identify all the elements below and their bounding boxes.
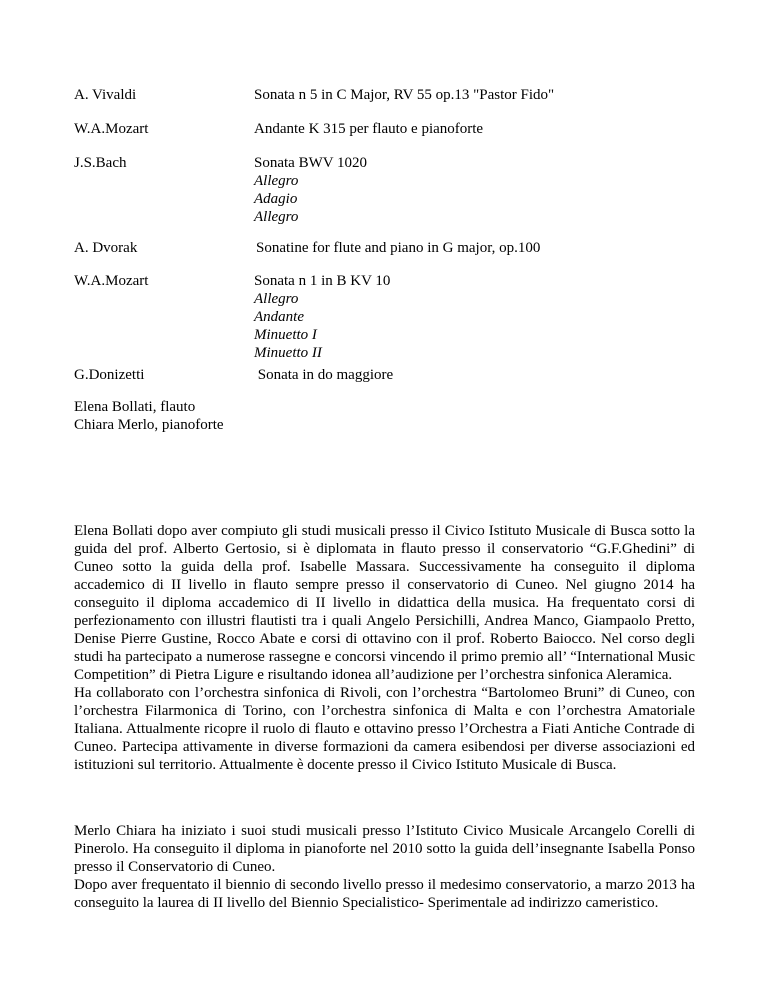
movement: Minuetto II xyxy=(254,345,322,361)
work-block xyxy=(254,120,694,138)
bio-merlo xyxy=(74,822,695,912)
program-row xyxy=(74,86,694,120)
work-title: Andante K 315 per flauto e pianoforte xyxy=(254,121,484,137)
composer-name: W.A.Mozart xyxy=(74,121,149,137)
bio-bollati xyxy=(74,522,695,774)
work-title: Sonata BWV 1020 xyxy=(254,155,368,171)
bio-paragraph: Merlo Chiara ha iniziato i suoi studi musicali presso l’Istituto Civico Musicale Arcangelo Corelli di Pinerolo. Ha conseguito il diploma in pianoforte nel 2010 sotto la guida dell’insegnante Isabella Ponso presso il Conservatorio di Cuneo. xyxy=(74,823,695,875)
bio-paragraph: Ha collaborato con l’orchestra sinfonica di Rivoli, con l’orchestra “Bartolomeo Bruni” di Cuneo, con l’orchestra Filarmonica di Torino, con l’orchestra sinfonica di Malta e con l’orchestra Amatoriale Italiana. Attualmente ricopre il ruolo di flauto e ottavino presso l’Orchestra a Fiati Antiche Contrade di Cuneo. Partecipa attivamente in diverse formazioni da camera esibendosi per diverse associazioni ed istituzioni sul territorio. Attualmente è docente presso il Civico Istituto Musicale di Busca. xyxy=(74,685,695,773)
composer-name: G.Donizetti xyxy=(74,367,145,383)
work-title: Sonata n 5 in C Major, RV 55 op.13 "Pastor Fido" xyxy=(254,87,555,103)
movement: Adagio xyxy=(254,191,298,207)
composer-name: A. Dvorak xyxy=(74,240,138,256)
composer-name: J.S.Bach xyxy=(74,155,127,171)
program-row xyxy=(74,366,694,386)
work-title: Sonata n 1 in B KV 10 xyxy=(254,273,391,289)
composer-name: W.A.Mozart xyxy=(74,273,149,289)
program-row xyxy=(74,239,694,272)
work-block xyxy=(254,366,694,384)
composer-name: A. Vivaldi xyxy=(74,87,137,103)
work-title: Sonatine for flute and piano in G major, op.100 xyxy=(256,240,541,256)
performer-flute: Elena Bollati, flauto xyxy=(74,399,196,415)
performer-piano: Chiara Merlo, pianoforte xyxy=(74,417,224,433)
work-title: Sonata in do maggiore xyxy=(254,367,394,383)
program-row xyxy=(74,120,694,154)
movement: Allegro xyxy=(254,209,299,225)
work-block xyxy=(254,272,694,362)
work-block xyxy=(256,239,694,257)
work-block xyxy=(254,86,694,104)
movement: Minuetto I xyxy=(254,327,317,343)
work-block xyxy=(254,154,694,226)
concert-program xyxy=(74,86,694,386)
bio-paragraph: Dopo aver frequentato il biennio di secondo livello presso il medesimo conservatorio, a marzo 2013 ha conseguito la laurea di II livello del Biennio Specialistico- Sperimentale ad indirizzo cameristico. xyxy=(74,877,695,911)
bio-paragraph: Elena Bollati dopo aver compiuto gli studi musicali presso il Civico Istituto Musicale di Busca sotto la guida del prof. Alberto Gertosio, si è diplomata in flauto presso il conservatorio “G.F.Ghedini” di Cuneo sotto la guida della prof. Isabelle Massara. Successivamente ha conseguito il diploma accademico di II livello in flauto sempre presso il conservatorio di Cuneo. Nel giugno 2014 ha conseguito il diploma accademico di II livello in didattica della musica. Ha frequentato corsi di perfezionamento con illustri flautisti tra i quali Angelo Persichilli, Andrea Manco, Giampaolo Pretto, Denise Pierre Gustine, Rocco Abate e corsi di ottavino con il prof. Roberto Baiocco. Nel corso degli studi ha partecipato a numerose rassegne e concorsi vincendo il primo premio all’ “International Music Competition” di Pietra Ligure e risultando idonea all’audizione per l’orchestra sinfonica Aleramica. xyxy=(74,523,695,683)
program-row xyxy=(74,272,694,366)
program-row xyxy=(74,154,694,239)
movement: Andante xyxy=(254,309,304,325)
movement: Allegro xyxy=(254,291,299,307)
movement: Allegro xyxy=(254,173,299,189)
performers xyxy=(74,398,224,434)
